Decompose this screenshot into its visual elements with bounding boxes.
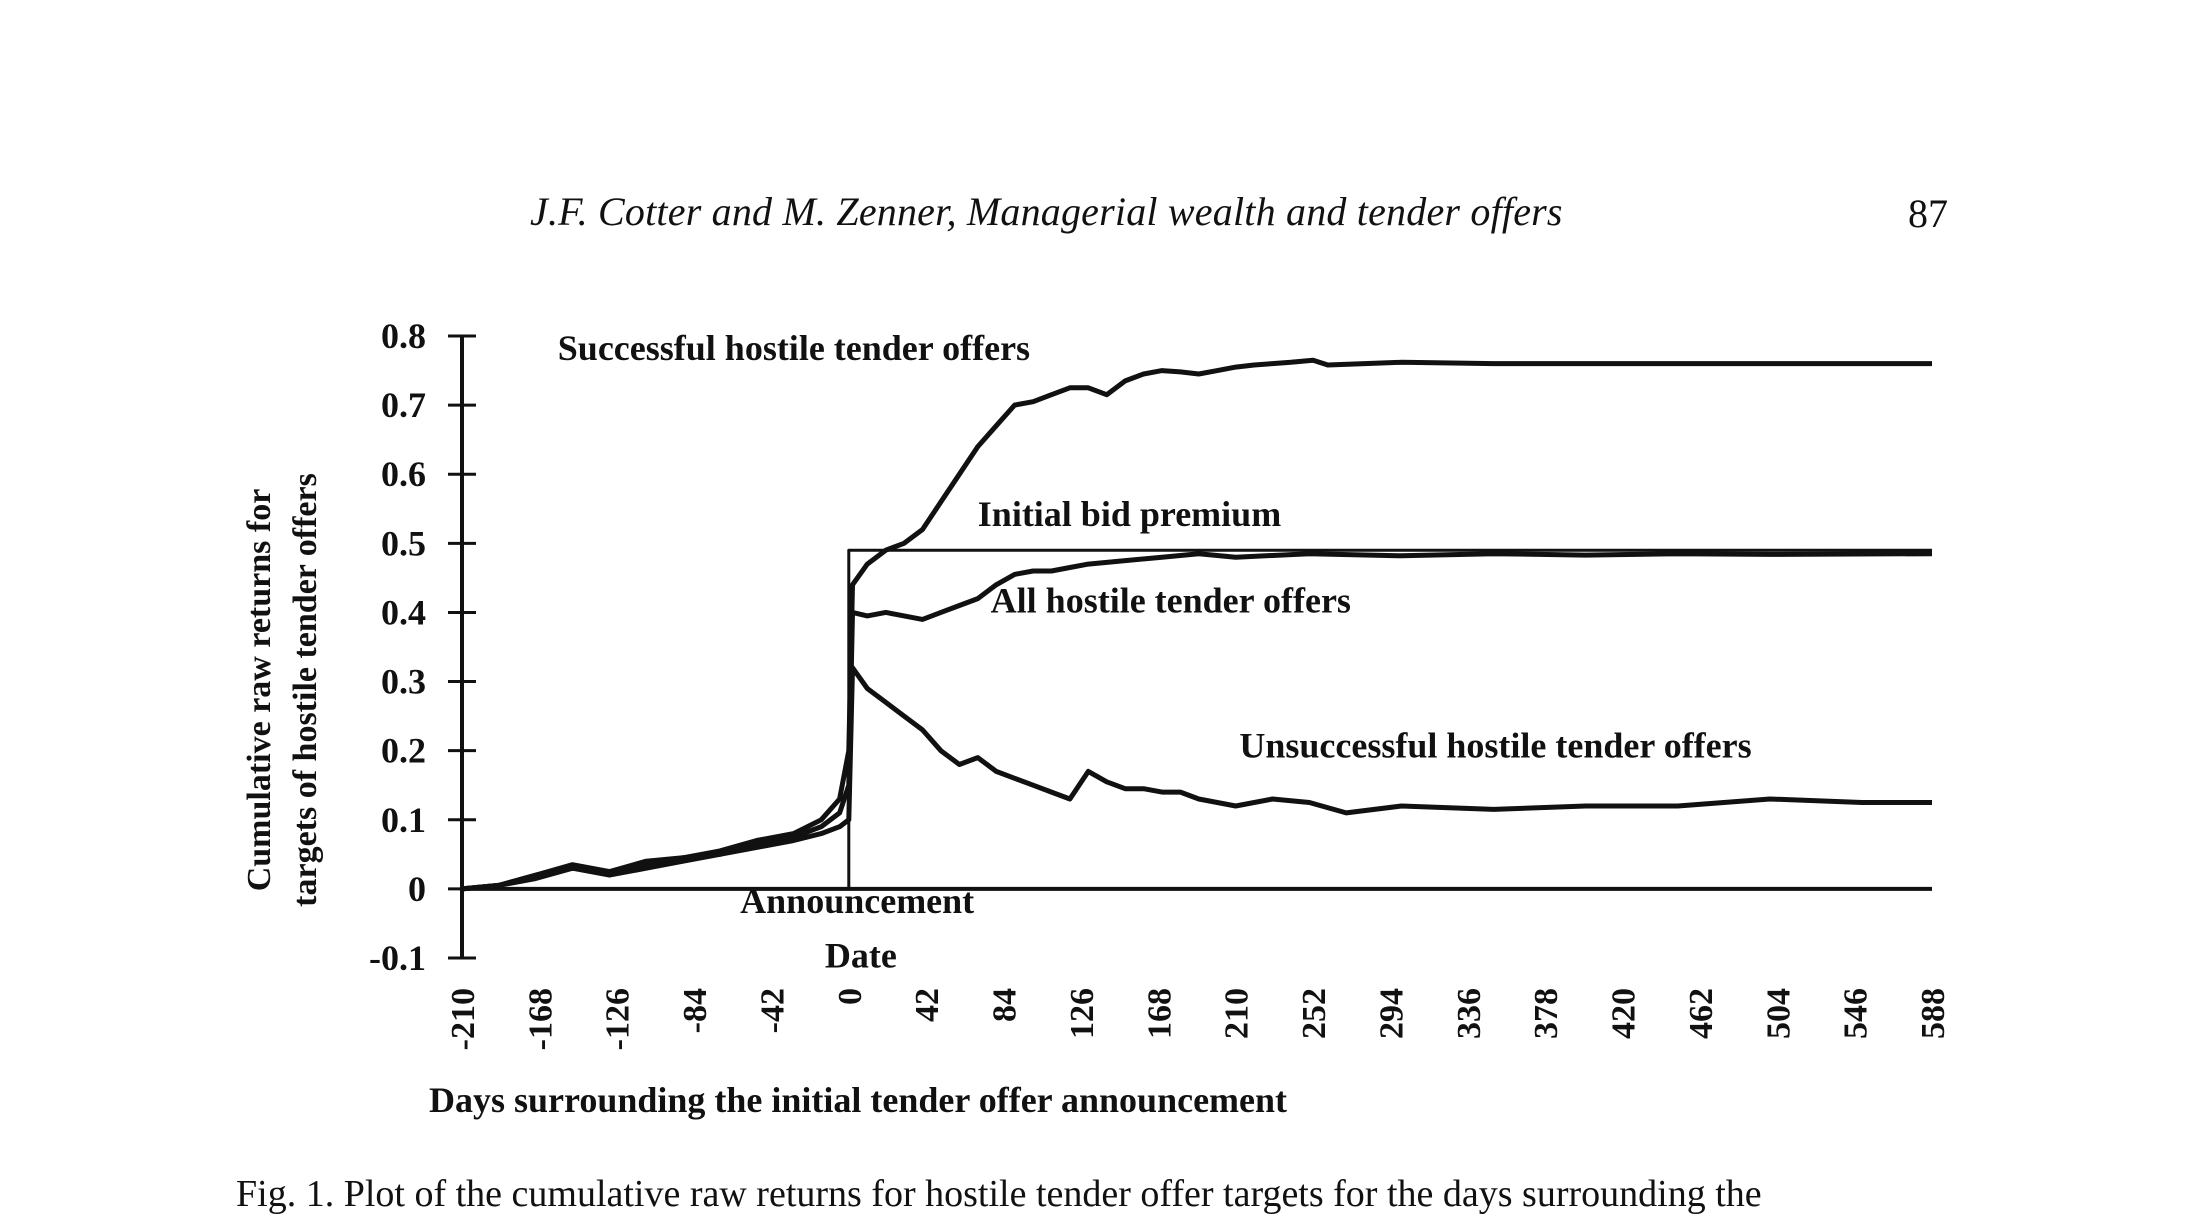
x-tick-label: 588 (1915, 988, 1952, 1039)
figure-caption: Fig. 1. Plot of the cumulative raw returns for hostile tender offer targets for the days surrounding the (236, 1173, 1762, 1215)
x-tick-label: 42 (909, 988, 947, 1022)
y-tick-label: 0.4 (381, 592, 426, 633)
chart-annotation: Initial bid premium (977, 494, 1282, 535)
x-tick-label: 504 (1760, 988, 1798, 1039)
x-tick-label: -126 (599, 988, 637, 1051)
y-tick-label: 0.3 (381, 661, 426, 702)
y-axis-label-line: targets of hostile tender offers (287, 473, 324, 907)
y-tick-label: 0.6 (381, 454, 426, 495)
y-tick-label: 0.5 (381, 523, 426, 564)
chart-annotation: Unsuccessful hostile tender offers (1239, 725, 1752, 766)
y-tick-label: 0.8 (381, 316, 426, 356)
x-tick-label: -210 (445, 988, 482, 1051)
y-tick-label: -0.1 (369, 938, 426, 978)
y-tick-label: 0.1 (381, 799, 426, 840)
x-tick-label: 168 (1141, 988, 1179, 1039)
x-tick-label: 252 (1296, 988, 1334, 1039)
chart-annotation: Successful hostile tender offers (557, 328, 1031, 369)
chart-series (462, 360, 1932, 889)
chart-annotation: All hostile tender offers (990, 580, 1351, 621)
y-tick-label: 0 (408, 868, 426, 909)
x-tick-label: -168 (522, 988, 560, 1051)
y-axis-label (241, 473, 324, 907)
chart-annotations (558, 328, 1752, 975)
x-tick-label: 126 (1063, 988, 1101, 1039)
x-tick-label: -42 (754, 988, 792, 1034)
y-tick-label: 0.2 (381, 730, 426, 771)
y-axis-label-line: Cumulative raw returns for (241, 488, 278, 892)
running-head-title: J.F. Cotter and M. Zenner, Managerial wealth and tender offers (530, 189, 1563, 234)
page-number: 87 (1908, 191, 1948, 236)
x-tick-label: 462 (1682, 988, 1720, 1039)
x-axis-label: Days surrounding the initial tender offer announcement (428, 1080, 1288, 1120)
x-tick-label: -84 (677, 988, 715, 1034)
series-line-successful-hostile-tender-offers (462, 360, 1932, 889)
chart-annotation: Announcement (740, 881, 975, 922)
x-tick-label: 210 (1218, 988, 1256, 1039)
x-tick-label: 378 (1528, 988, 1566, 1039)
x-tick-label: 294 (1373, 988, 1411, 1039)
x-tick-label: 420 (1605, 988, 1643, 1039)
x-tick-label: 336 (1450, 988, 1488, 1039)
y-tick-label: 0.7 (381, 385, 426, 426)
x-tick-label: 0 (831, 988, 869, 1005)
chart-axes (369, 316, 1952, 1050)
chart-annotation: Date (824, 935, 897, 976)
x-tick-label: 546 (1837, 988, 1875, 1039)
x-tick-label: 84 (986, 988, 1024, 1022)
